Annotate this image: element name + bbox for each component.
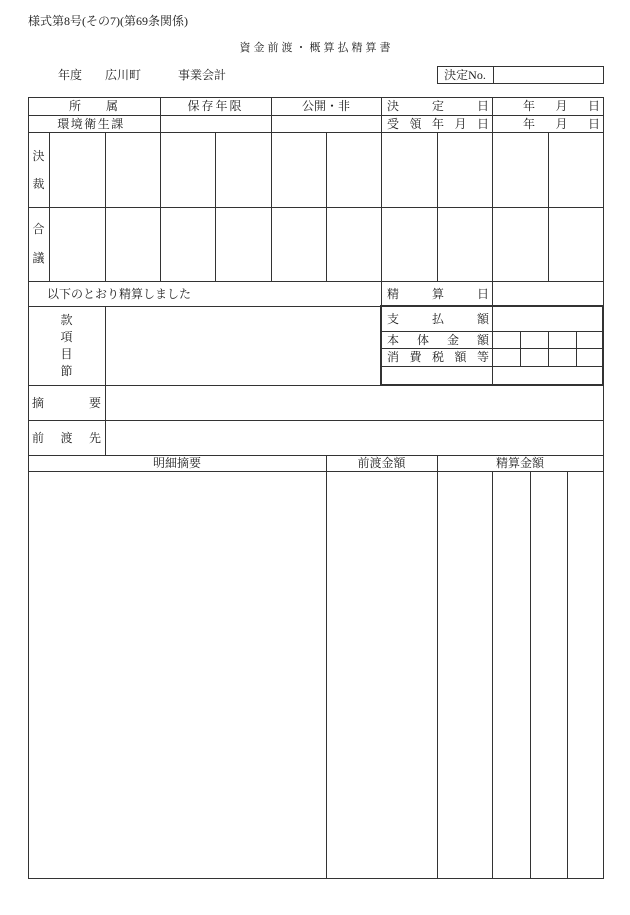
settlement-date-label-char: 算 (431, 286, 444, 301)
form-number: 様式第8号(その7)(第69条関係) (28, 14, 188, 28)
settlement-amount-subcolumn (437, 471, 492, 878)
decision-no-label: 決定No. (444, 68, 486, 82)
account-label: 事業会計 (178, 68, 227, 82)
body-amount-label-char: 体 (416, 332, 429, 347)
settlement-date-label (381, 281, 492, 306)
retention-label: 保存年限 (187, 99, 244, 113)
tax-amount-label-char: 税 (431, 350, 444, 364)
gougi-label-char: 合 (32, 222, 45, 236)
decision-date-field-char: 年 (523, 99, 536, 113)
kessai-stamp-cell (160, 132, 215, 207)
tax-amount-digit-cell (576, 348, 603, 366)
disclosure-field (271, 115, 381, 132)
kessai-stamp-cell (381, 132, 437, 207)
payment-amount-label-char: 額 (476, 311, 489, 326)
body-amount-digit-cell (492, 331, 520, 348)
decision-date-label-char: 決 (387, 99, 400, 113)
gougi-stamp-cell (437, 207, 492, 281)
recipient-label (28, 420, 105, 455)
gougi-stamp-cell (271, 207, 326, 281)
budget-kou-label: 項 (60, 330, 73, 344)
retention-field (160, 115, 271, 132)
kessai-stamp-cell (105, 132, 160, 207)
receipt-date-field (492, 115, 603, 132)
fiscal-year-label: 年度 (58, 68, 83, 82)
detail-description-column (28, 471, 326, 878)
recipient-field (105, 420, 603, 455)
kessai-stamp-cell (548, 132, 603, 207)
kessai-stamp-cell (215, 132, 271, 207)
gougi-stamp-cell (548, 207, 603, 281)
tax-amount-digit-cell (492, 348, 520, 366)
kessai-stamp-cell (271, 132, 326, 207)
tax-amount-label (381, 348, 492, 366)
detail-description-header: 明細摘要 (152, 456, 201, 470)
receipt-date-label-char: 年 (431, 116, 444, 131)
decision-date-label (381, 97, 492, 115)
form-title: 資金前渡・概算払精算書 (239, 41, 394, 54)
decision-date-field-char: 月 (555, 99, 568, 113)
kessai-label-char: 決 (32, 149, 45, 163)
kessai-stamp-cell (49, 132, 105, 207)
payment-amount-label (381, 306, 492, 331)
receipt-date-label-char: 月 (454, 116, 467, 131)
decision-date-label-char: 日 (476, 99, 489, 113)
gougi-label (28, 207, 49, 281)
tax-amount-label-char: 額 (454, 350, 467, 364)
body-amount-digit-cell (548, 331, 576, 348)
advance-amount-header: 前渡金額 (357, 456, 406, 470)
tax-amount-label-char: 費 (409, 350, 422, 364)
kessai-stamp-cell (437, 132, 492, 207)
tax-amount-label-char: 等 (476, 350, 489, 364)
gougi-stamp-cell (160, 207, 215, 281)
decision-no-field (493, 66, 603, 84)
settlement-date-label-char: 精 (387, 286, 400, 301)
body-amount-digit-cell (520, 331, 548, 348)
tax-amount-label-char: 消 (387, 350, 400, 364)
tax-amount-digit-cell (520, 348, 548, 366)
kessai-label-char: 裁 (32, 177, 45, 191)
receipt-date-label (381, 115, 492, 132)
kessai-stamp-cell (326, 132, 381, 207)
department-label (28, 97, 160, 115)
gougi-stamp-cell (381, 207, 437, 281)
kessai-label (28, 132, 49, 207)
body-amount-digit-cell (576, 331, 603, 348)
receipt-date-field-char: 月 (555, 116, 568, 131)
gougi-label-char: 議 (32, 251, 45, 265)
receipt-date-label-char: 領 (409, 116, 422, 131)
settlement-statement: 以下のとおり精算しました (47, 286, 192, 301)
settlement-amount-header: 精算金額 (495, 456, 544, 470)
gougi-stamp-cell (492, 207, 548, 281)
budget-setsu-label: 節 (60, 364, 73, 378)
settlement-amount-subcolumn (567, 471, 603, 878)
body-amount-label-char: 金 (446, 332, 459, 347)
settlement-amount-subcolumn (492, 471, 530, 878)
payment-amount-field (492, 306, 603, 331)
body-amount-label-char: 額 (476, 332, 489, 347)
gougi-stamp-cell (105, 207, 160, 281)
gougi-stamp-cell (326, 207, 381, 281)
summary-label-char: 要 (88, 395, 101, 410)
amounts-extra-label-cell (381, 366, 492, 385)
budget-kan-label: 款 (60, 313, 73, 327)
settlement-amount-subcolumn (530, 471, 567, 878)
recipient-label-char: 前 (32, 430, 45, 445)
gougi-stamp-cell (49, 207, 105, 281)
receipt-date-label-char: 受 (387, 116, 400, 131)
department-label-char: 属 (105, 99, 118, 113)
recipient-label-char: 渡 (60, 430, 73, 445)
summary-field (105, 385, 603, 420)
payment-amount-label-char: 支 (387, 311, 400, 326)
body-amount-label-char: 本 (387, 332, 400, 347)
department-value: 環境衛生課 (57, 116, 125, 131)
advance-amount-column (326, 471, 437, 878)
recipient-label-char: 先 (88, 430, 101, 445)
receipt-date-field-char: 年 (523, 116, 536, 131)
settlement-date-label-char: 日 (476, 286, 489, 301)
kessai-stamp-cell (492, 132, 548, 207)
budget-moku-label: 目 (60, 347, 73, 361)
body-amount-label (381, 331, 492, 348)
receipt-date-field-char: 日 (587, 116, 600, 131)
settlement-date-field (492, 281, 603, 306)
decision-date-field (492, 97, 603, 115)
payment-amount-label-char: 払 (431, 311, 444, 326)
budget-item-labels (28, 306, 105, 385)
gougi-stamp-cell (215, 207, 271, 281)
amounts-extra-value-cell (492, 366, 603, 385)
summary-label-char: 摘 (32, 395, 45, 410)
tax-amount-digit-cell (548, 348, 576, 366)
disclosure-label: 公開・非 (301, 99, 350, 113)
summary-label (28, 385, 105, 420)
department-label-char: 所 (69, 99, 82, 113)
decision-date-label-char: 定 (431, 99, 444, 113)
town-name: 広川町 (105, 68, 142, 82)
decision-date-field-char: 日 (587, 99, 600, 113)
budget-item-field (105, 306, 381, 385)
receipt-date-label-char: 日 (476, 116, 489, 131)
